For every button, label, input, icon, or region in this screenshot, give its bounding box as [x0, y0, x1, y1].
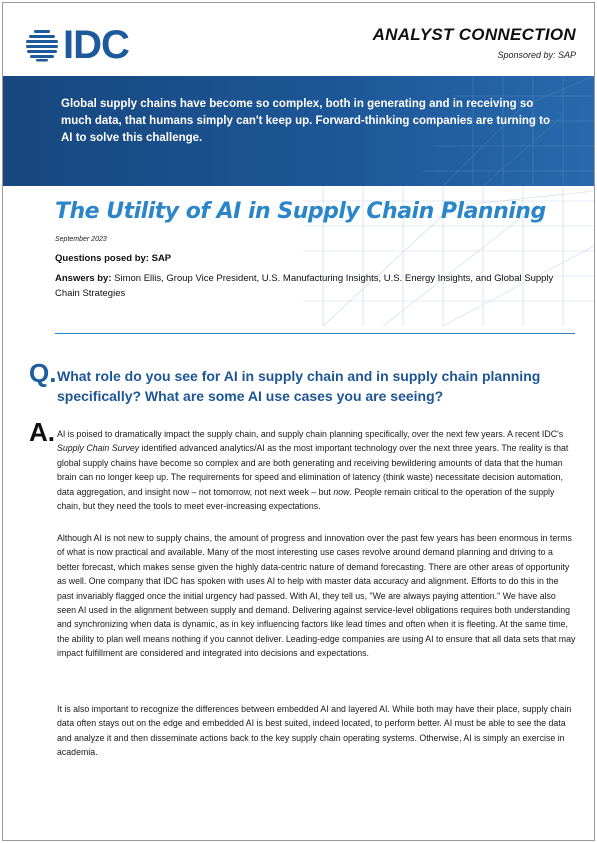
report-header: [373, 25, 576, 60]
summary-banner: [3, 76, 594, 186]
answers-value: Simon Ellis, Group Vice President, U.S. Manufacturing Insights, U.S. Energy Insights, and Global Supply Chain Strategies: [55, 273, 554, 299]
question-text: What role do you see for AI in supply chain and in supply chain planning specifically? What are some AI use cases you are seeing?: [57, 368, 541, 404]
logo-wordmark: IDC: [63, 23, 129, 67]
sponsor-line: Sponsored by: SAP: [497, 50, 576, 60]
section-divider: [55, 333, 575, 334]
paragraph-1-text-a: AI is poised to dramatically impact the supply chain, and supply chain planning specifically, over the next few years. A recent IDC's: [57, 429, 564, 439]
document-title: The Utility of AI in Supply Chain Planning: [55, 199, 546, 224]
report-type: ANALYST CONNECTION: [372, 25, 576, 44]
answer-marker: A.: [29, 417, 55, 447]
answer-paragraph-2: Although AI is not new to supply chains, the amount of progress and innovation over the past few years has been enormous in terms of what is now practical and available. Many of the most interesting use cases revolve around demand planning and driving to a better forecast, which makes sense given the highly data-centric nature of demand forecasting. There are other areas of opportunity as well. One company that IDC has spoken with uses AI to help with master data accuracy and alignment. Efforts to do this in the past invariably flagged once the initial urgency had passed. With AI, they tell us, "We are always paying attention." We have also seen AI used in the alignment between supply and demand. Delivering against service-level obligations requires both understanding and synchronizing when data is dynamic, as in key influencing factors like lead times and often when it is fleeting. At the same time, the ability to plan well means nothing if you cannot deliver. Leading-edge companies are using AI to ensure that all data sets that may impact fulfillment are considered and integrated into decisions and expectations.: [57, 533, 576, 659]
answer-paragraph-3: It is also important to recognize the differences between embedded AI and layered AI. While both may have their place, supply chain data often stays out on the edge and embedded AI is best suited, indeed located, to perform better. AI must be able to see the data and analyze it and then disseminate actions back to the key supply chain operating systems. Otherwise, AI is simply an exercise in academia.: [57, 704, 572, 758]
survey-name: Supply Chain Survey: [57, 443, 140, 454]
globe-icon: [25, 28, 59, 62]
question-marker: Q.: [29, 358, 57, 388]
document-page: [2, 2, 595, 841]
answer-paragraph-1: [57, 427, 577, 513]
paragraph-1-text-c: . People remain critical to the operation of the supply chain, but they need the tools to meet ever-increasing expectations.: [57, 486, 555, 512]
answers-label: Answers by:: [55, 273, 112, 284]
publication-date: September 2023: [55, 236, 107, 243]
questions-label: Questions posed by:: [55, 253, 149, 264]
questions-posed-by: [55, 253, 171, 264]
questions-value: SAP: [151, 253, 172, 264]
emphasis-now: now: [333, 486, 350, 497]
paragraph-1-text-b: identified advanced analytics/AI as the most important technology over the next three years. The reality is that global supply chains have become so complex and are both generating and receiving bewildering amounts of data that the human brain can no longer keep up. The requirements for speed and elimination of latency (think waste) necessitate decision automation, data aggregation, and insight now – not tomorrow, not next week – but: [57, 443, 569, 497]
idc-logo: [25, 25, 145, 65]
banner-summary-text: Global supply chains have become so complex, both in generating and in receiving so much data, that humans simply can't keep up. Forward-thinking companies are turning to AI to solve this challenge.: [61, 98, 550, 144]
answers-by: [55, 271, 555, 301]
